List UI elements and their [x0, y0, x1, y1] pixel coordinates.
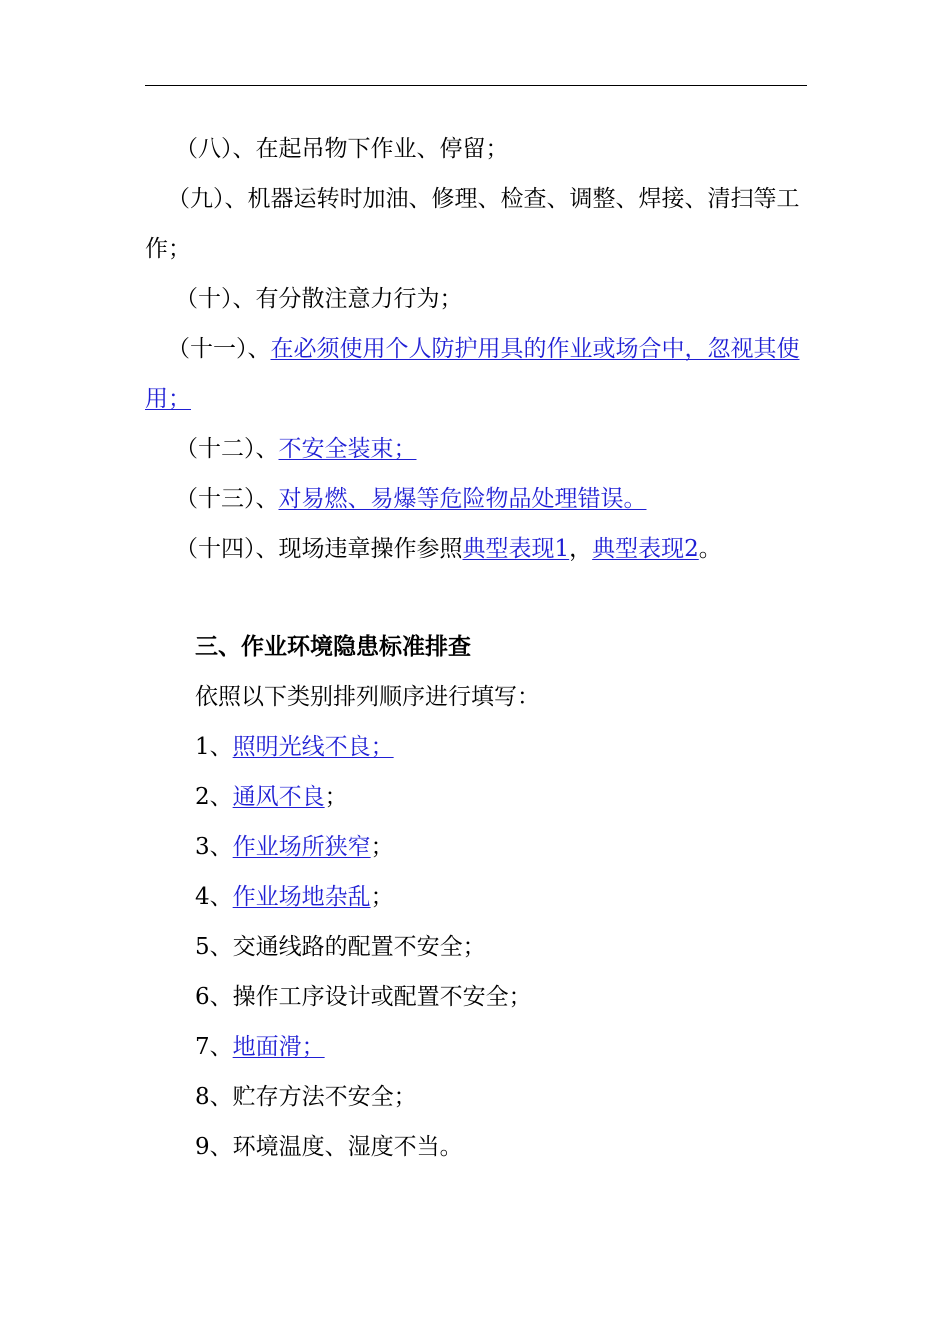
list-item-text: 交通线路的配置不安全； [232, 934, 486, 960]
item-14-link-1[interactable]: 典型表现1 [462, 536, 570, 562]
list-item-number: 5、 [195, 934, 233, 960]
list-item-number: 3、 [195, 834, 233, 860]
list-item [195, 772, 807, 822]
item-14-separator: ， [569, 536, 593, 562]
list-item [195, 1072, 807, 1122]
item-11 [145, 324, 807, 424]
list-item-text: 操作工序设计或配置不安全； [232, 984, 532, 1010]
item-11-link[interactable]: 在必须使用个人防护用具的作业或场合中，忽视其使用； [145, 336, 800, 412]
list-item-suffix: ； [324, 784, 348, 810]
list-item-text: 贮存方法不安全； [232, 1084, 417, 1110]
list-item [195, 822, 807, 872]
list-item-number: 1、 [195, 734, 233, 760]
list-item-link[interactable]: 作业场地杂乱 [232, 884, 371, 910]
section-three-heading: 三、作业环境隐患标准排查 [195, 633, 471, 660]
item-10 [145, 274, 807, 324]
item-14 [145, 524, 807, 574]
item-12-prefix: （十二）、 [175, 436, 279, 462]
item-10-text: （十）、有分散注意力行为； [175, 286, 463, 312]
header-rule [145, 85, 807, 86]
list-item-number: 7、 [195, 1034, 233, 1060]
item-12-link[interactable]: 不安全装束； [278, 436, 417, 462]
item-11-prefix: （十一）、 [167, 336, 271, 362]
list-item-suffix: ； [370, 834, 394, 860]
list-item-link[interactable]: 地面滑； [232, 1034, 325, 1060]
item-9-text: （九）、机器运转时加油、修理、检查、调整、焊接、清扫等工作； [145, 186, 800, 262]
list-item-number: 6、 [195, 984, 233, 1010]
list-item [195, 722, 807, 772]
list-item [195, 922, 807, 972]
list-item [195, 872, 807, 922]
item-14-end: 。 [698, 536, 722, 562]
item-13-prefix: （十三）、 [175, 486, 279, 512]
list-item-text: 环境温度、湿度不当。 [232, 1134, 463, 1160]
list-item-link[interactable]: 通风不良 [232, 784, 325, 810]
item-14-prefix: （十四）、现场违章操作参照 [175, 536, 463, 562]
item-14-link-2[interactable]: 典型表现2 [592, 536, 699, 562]
list-item-number: 8、 [195, 1084, 233, 1110]
list-item-suffix: ； [370, 884, 394, 910]
list-item [195, 972, 807, 1022]
list-item-link[interactable]: 照明光线不良； [232, 734, 394, 760]
list-item-number: 2、 [195, 784, 233, 810]
item-8 [145, 124, 807, 174]
list-item [195, 1022, 807, 1072]
section-three-intro: 依照以下类别排列顺序进行填写： [195, 684, 540, 710]
item-12 [145, 424, 807, 474]
item-8-text: （八）、在起吊物下作业、停留； [175, 136, 509, 162]
list-item-link[interactable]: 作业场所狭窄 [232, 834, 371, 860]
list-item [195, 1122, 807, 1172]
item-13 [145, 474, 807, 524]
list-item-number: 9、 [195, 1134, 233, 1160]
list-item-number: 4、 [195, 884, 233, 910]
item-9 [145, 174, 807, 274]
item-13-link[interactable]: 对易燃、易爆等危险物品处理错误。 [278, 486, 647, 512]
